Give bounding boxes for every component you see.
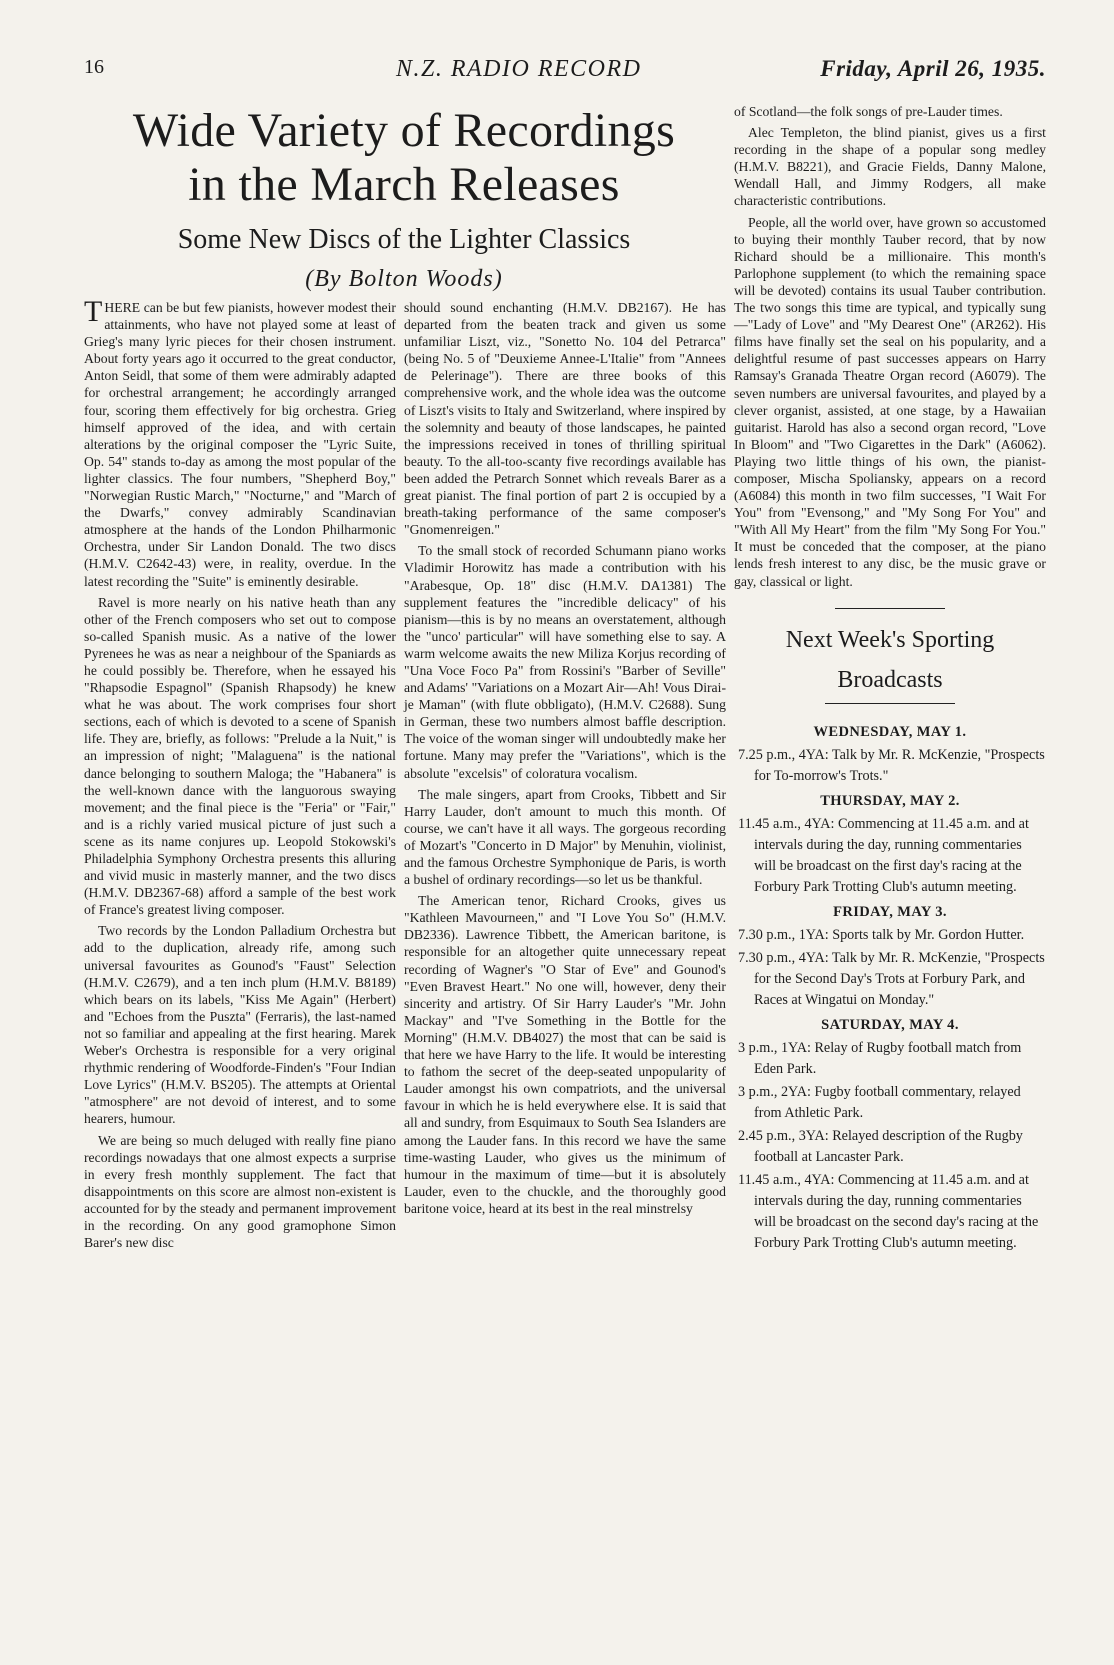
- article-paragraph-1: THERE can be but few pianists, however modest their attainments, who have not played some at least of Grieg's many lyric pieces for their chosen instrument. About forty years ago it occurred to the great conductor, Anton Seidl, that some of them were admirably adapted for orchestral arrangement; he accordingly arranged four, scoring them effectively for big orchestra. Grieg himself approved of the idea, and with certain alterations by the original composer the "Lyric Suite, Op. 54" stands to-day as among the most popular of the lighter classics. The four numbers, "Shepherd Boy," "Norwegian Rustic March," "Nocturne," and "March of the Dwarfs," convey admirably Scandinavian atmosphere at the hands of the London Philharmonic Orchestra, under Sir Landon Donald. The two discs (H.M.V. C2642-43) were, in reality, overdue. In the latest recording the "Suite" is eminently desirable.: [84, 295, 396, 589]
- publication-name: N.Z. RADIO RECORD: [396, 56, 642, 82]
- article-paragraph-4: We are being so much deluged with really fine piano recordings nowadays that one almost expects a surprise in every fresh monthly supplement. The fact that disappointments on this score are almost non-existent is accounted for by the steady and permanent improvement in the recording. On any good gramophone Simon Barer's new disc: [84, 1132, 396, 1251]
- day-heading: THURSDAY, MAY 2.: [820, 792, 960, 809]
- article-paragraph-6: To the small stock of recorded Schumann piano works Vladimir Horowitz has made a contribution with his "Arabesque, Op. 18" disc (H.M.V. DA1381) The supplement features the "incredible delicacy" of his pianism—this is by no means an overstatement, although the "unco' particular" will have something else to say. A warm welcome awaits the new Miliza Korjus recording of "Una Voce Foco Pa" from Rossini's "Barber of Seville" and Adams' "Variations on a Mozart Air—Ah! Vous Dirai-je Maman" (with flute obbligato), (H.M.V. C2688). Sung in German, these two numbers almost baffle description. The voice of the woman singer will undoubtedly make her fortune. Many may prefer the "Variations", which is the absolute "excelsis" of coloratura vocalism.: [404, 543, 726, 781]
- sporting-title-rule: [825, 703, 955, 704]
- day-heading: FRIDAY, MAY 3.: [833, 903, 947, 920]
- article-paragraph-2: Ravel is more nearly on his native heath than any other of the French composers who set out to compose so-called Spanish music. As a native of the lower Pyrenees he was as near a neighbour of the Spaniards as he could possibly be. Therefore, when he essayed his "Rhapsodie Espagnol" (Spanish Rhapsody) he knew what he was about. The work comprises four short sections, each of which is devoted to a scene of Spanish life. They are, briefly, as follows: "Prelude a la Nuit," is an impression of night; "Malaguena" is the national dance belonging to southern Maloga; the "Habanera" is the well-known dance with the languorous swaying movement; and the final piece is the "Feria" or "Fair," and is a richly varied musical picture of just such a scene as its name conjures up. Leopold Stokowski's Philadelphia Symphony Orchestra presents this alluring and vivid music in masterly manner, and the two discs (H.M.V. DB2367-68) afford a sample of the best work of France's greatest living composer.: [84, 594, 396, 918]
- page-number: 16: [84, 56, 104, 78]
- article-subtitle: Some New Discs of the Lighter Classics: [177, 224, 631, 255]
- broadcast-entry: 7.30 p.m., 4YA: Talk by Mr. R. McKenzie, "Prospects for the Second Day's Trots at Forbury Park, and Races at Wingatui on Monday.": [738, 949, 1045, 1008]
- article-paragraph-7: The male singers, apart from Crooks, Tibbett and Sir Harry Lauder, don't amount to much this month. Of course, we can't have it all ways. The gorgeous recording of Mozart's "Concerto in D Major" by Menuhin, violinist, and the famous Orchestre Symphonique de Paris, is worth a bushel of ordinary recordings—so let us be thankful.: [404, 786, 726, 888]
- article-paragraph-9: of Scotland—the folk songs of pre-Lauder times.: [734, 104, 1003, 119]
- headline-line-2: in the March Releases: [188, 158, 620, 211]
- sporting-broadcasts-box: [734, 625, 1046, 1254]
- article-byline: (By Bolton Woods): [305, 266, 503, 292]
- article-column-2: [404, 299, 726, 1221]
- sporting-title-line-2: Broadcasts: [837, 666, 943, 693]
- sporting-title-line-1: Next Week's Sporting: [785, 626, 995, 653]
- article-paragraph-8: The American tenor, Richard Crooks, gives us "Kathleen Mavourneen," and "I Love You So" (H.M.V. DB2336). Lawrence Tibbett, the American baritone, is responsible for an altogether quite unnecessary repeat recording of Wagner's "O Star of Eve" and Gounod's "Even Bravest Heart." No one will, however, deny their sincerity and artistry. Of Sir Harry Lauder's "Mr. John Mackay" and "I've Something in the Bottle for the Morning" (H.M.V. DB4027) the most that can be said is that here we have Harry to the life. It would be interesting to fathom the secret of the deep-seated unpopularity of Lauder amongst his own compatriots, and the universal favour in which he is held everywhere else. It is said that all and sundry, from Esquimaux to South Sea Islanders are among the Lauder fans. In this record we have the same time-wasting Lauder, who gives us the minimum of humour in the maximum of time—but it is absolutely Lauder, even to the chuckle, and the thoroughly good baritone voice, heard at its best in the real minstrelsy: [404, 893, 726, 1216]
- broadcast-entry: 7.30 p.m., 1YA: Sports talk by Mr. Gordon Hutter.: [738, 926, 1025, 943]
- page-header: [84, 56, 1046, 88]
- broadcast-entry: 3 p.m., 1YA: Relay of Rugby football match from Eden Park.: [738, 1040, 1022, 1077]
- issue-date: Friday, April 26, 1935.: [820, 56, 1046, 81]
- article-paragraph-10: Alec Templeton, the blind pianist, gives us a first recording in the shape of a popular song medley (H.M.V. B8221), and Gracie Fields, Danny Malone, Wendall Hall, and Jimmy Rodgers, all make characteristic contributions.: [734, 125, 1046, 209]
- article-column-1: [84, 295, 396, 1255]
- broadcast-entry: 11.45 a.m., 4YA: Commencing at 11.45 a.m. and at intervals during the day, running commentaries will be broadcast on the second day's racing at the Forbury Park Trotting Club's autumn meeting.: [738, 1172, 1039, 1251]
- day-heading: SATURDAY, MAY 4.: [821, 1016, 959, 1033]
- broadcast-entry: 11.45 a.m., 4YA: Commencing at 11.45 a.m. and at intervals during the day, running commentaries will be broadcast on the first day's racing at the Forbury Park Trotting Club's autumn meeting.: [738, 815, 1029, 895]
- drop-cap: T: [84, 295, 103, 328]
- article-paragraph-11: People, all the world over, have grown so accustomed to buying their monthly Tauber record, that by now Richard should be a millionaire. This month's Parlophone supplement (to which the remaining space will be devoted) contains its usual Tauber contribution. The two songs this time are typical, and typically sung—"Lady of Love" and "My Dearest One" (AR262). His films have finally set the seal on his popularity, and a delightful resume of past successes appears on Harry Ramsay's Granada Theatre Organ record (A6079). The seven numbers are universal favourites, and played by a clever organist, assisted, at one stage, by a Hawaiian guitarist. Harold has also a second organ record, "Love In Bloom" and "Two Cigarettes in the Dark" (A6062). Playing two little things of his own, the pianist-composer, Mischa Spoliansky, appears on a record (A6084) this month in two film successes, "I Wait For You" from "Evensong," and "My Song For You" and "With All My Heart" from the film "My Song For You." It must be conceded that the composer, at the piano lends fresh interest to any disc, be the music grave or gay, classical or light.: [734, 214, 1046, 589]
- day-heading: WEDNESDAY, MAY 1.: [813, 723, 967, 740]
- article-headline: [84, 104, 724, 293]
- broadcast-entry: 2.45 p.m., 3YA: Relayed description of the Rugby football at Lancaster Park.: [738, 1128, 1023, 1165]
- article-paragraph-3: Two records by the London Palladium Orchestra but add to the duplication, already rife, among such universal favourites as Gounod's "Faust" Selection (H.M.V. C2679), and a ten inch plum (H.M.V. B8189) which bears on its labels, "Kiss Me Again" (Herbert) and "Echoes from the Puszta" (Ferraris), the last-named not so familiar and appealing at the first hearing. Marek Weber's Orchestra is responsible for a very original rhythmic rendering of Woodforde-Finden's "Four Indian Love Lyrics" (H.M.V. BS205). The attempts at Oriental "atmosphere" are not devoid of interest, and to some hearers, humour.: [84, 923, 396, 1127]
- section-divider: [835, 608, 945, 609]
- article-column-3: [734, 103, 1046, 1256]
- broadcast-entry: 7.25 p.m., 4YA: Talk by Mr. R. McKenzie, "Prospects for To-morrow's Trots.": [738, 746, 1045, 784]
- article-paragraph-5: should sound enchanting (H.M.V. DB2167). He has departed from the beaten track and given us some unfamiliar Liszt, viz., "Sonetto No. 104 del Petrarca" (being No. 5 of "Deuxieme Annee-L'Italie" from "Annees de Pelerinage"). There are three books of this comprehensive work, and the whole idea was the outcome of Liszt's visits to Italy and Switzerland, where inspired by the solemnity and beauty of those landscapes, he painted the impressions received in tones of thrilling spiritual beauty. To the all-too-scanty five recordings available has been added the Petrarch Sonnet which reveals Barer as a great pianist. The final portion of part 2 is occupied by a breath-taking performance of the same composer's "Gnomenreigen.": [404, 300, 726, 538]
- headline-line-1: Wide Variety of Recordings: [132, 104, 676, 157]
- broadcast-entry: 3 p.m., 2YA: Fugby football commentary, relayed from Athletic Park.: [738, 1084, 1021, 1121]
